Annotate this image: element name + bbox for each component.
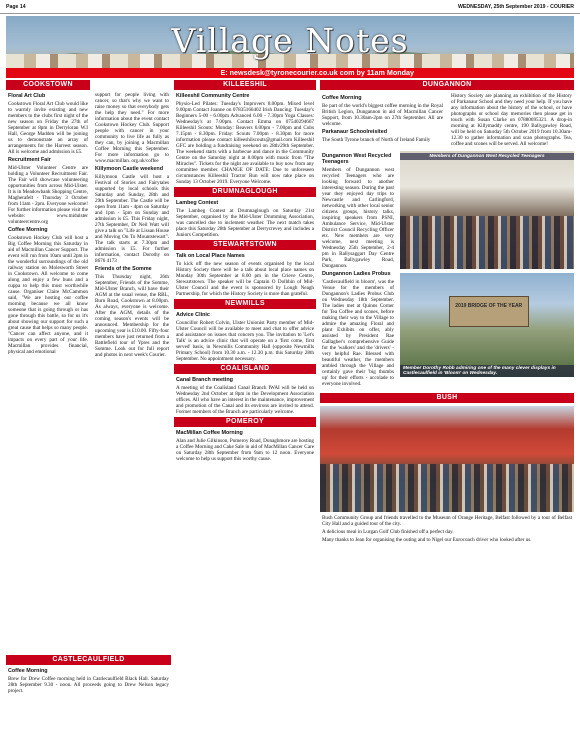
dungannon-top [320,93,574,149]
ladies-probus-title: Dungannon Ladies Probus [322,271,391,277]
recycled-teenagers-caption: Members of Dungannon West Recycled Teenagers [400,153,574,160]
column-middle [174,80,316,464]
killeeshil-text: Physio-Led Pilates: Tuesday's Improvers 8.00pm. Mixed level 9.00pm Contact Joanne on 07835166402 Irish Dancing: Tuesday's Beginners 5-00 - 6.00pm Advanced 6.00 - 7.30pm Yoga Classes: Wednesday's at 7.00pm. Contact Emma on 07540294667 Killeeshil Scouts: Monday: Beavers 6.00pm - 7.00pm and Cubs 7.15pm - 8.30pm. Friday: Scouts 7.00pm - 8.30pm for more information please contact killeeshilscouts@gmail.com Killeeshil GFC are holding a fundraising weekend on 28th/29th September. The weekend starts with a barbecue and dance in the Community Centre on the Saturday night at 8.00pm with music from "The Miracles". Tickets for the night are available to buy now from any committee member. CHANGE OF DATE: Due to unforeseen circumstances Killeeshil Tractor Run will now take place on Sunday 13 October 2019. Everyone Welcome. [176,101,314,185]
brew-for-drew-text: Brew for Drew Coffee morning held in Castlecaulfield Black Hall. Saturday 28th September 9.30 - noon. All proceeds going to Drew Nelson legacy project. [8,676,169,694]
village-notes-banner [6,16,574,78]
ladies-probus-text: 'Castlecaulfield in bloom', was the Venue for the members of Dungannon's Ladies Probus Club on Wednesday 18th September. The ladies met at Quinns Corner for Tea Coffee and scones, before making their way to the Village to admire the amazing Floral and plant Exhibits on offer, ably assisted by President Rae Gallagher's comprehensive Guide for the 'walkers' and the 'drivers' - very helpful Rae. Blessed with beautiful weather, the members ambled through the Village and certainly gave their 'big thumbs up' for their efforts - accolade to everyone involved. [322,279,394,387]
place-names-title: Talk on Local Place Names [176,253,245,259]
castlecaulfield-section [6,655,171,696]
banner-email: E: newsdesk@tyronecourier.co.uk com by 11am Monday [6,68,574,78]
dorothy-robb-photo [400,273,574,377]
brew-for-drew-title: Coffee Morning [8,668,48,674]
place-names-text: To kick off the new season of events organised by the local History Society there will be a talk about local place names on Monday 30th September at 8.00 pm in the Crieve Centre, Stewartstown. The speaker will be Captain O Dolbhin of Mid-Ulster Council and the event is sponsored by Lough Neagh Partnership, for which the History Society is more than grateful. [176,261,314,297]
lambeg-text: The Lambeg Contest at Drumnaglough on Saturday 21st September, organised by the Mid-Ulster Drumming Association, was cancelled due to inclement weather. The next match takes place this Saturday 28th September at Derrycrevey and includes a Juniors Competition. [176,208,314,238]
bush-group-photo [320,406,574,512]
parkanaur-title: Parkanaur Schoolreisited [322,129,388,135]
floral-art-title: Floral Art Club [8,93,46,99]
section-head-dungannon: DUNGANNON [320,80,574,90]
bush-group-figures [320,464,574,512]
canal-branch-text: A meeting of the Coalisland Canal Branch IWAI will be held on Wednesday 2nd October at 8pm in the Development Association offices. All who have an interest in the maintenance, improvement and promotion of the Canal and its environs are invited to attend. Former members of the Branch are particularly welcome. [176,385,314,415]
section-head-castlecaulfield: CASTLECAULFIELD [6,655,171,665]
banner-title: Village Notes [171,21,409,60]
coffee-morning-title: Coffee Morning [8,227,48,233]
killymoon-title: Killymoon Castle weekend [95,166,164,172]
group-figures [400,216,574,269]
legion-coffee-title: Coffee Morning [322,95,362,101]
column-dungannon [320,80,574,545]
issue-date: WEDNESDAY, 25th September 2019 - COURIER [458,4,574,10]
killeeshil-title: Killeeshil Community Centre [176,93,250,99]
coffee-morning-text: Cookstown Hockey Club will host a Big Coffee Morning this Saturday in aid of Macmillan Cancer Support. The event will run from 10am until 2pm in the wonderful surroundings of the old railway station on Molesworth Street in Cookstown. All welcome to come along and enjoy a few buns and a cuppa to help this most worthwhile cause. Organiser Claire McCammon said, "We are hosting our coffee morning because we all know someone that is going through or has gone through this battle, so for us it's about showing our support for such a great cause that helps so many people. "Cancer can affect anyone, and it impacts on every part of your life. Macmillan provides financial, physical and emotional [8,235,88,355]
bridge-sign [449,296,529,327]
recruitment-fair-text: Mid-Ulster Volunteer Centre are holding a Volunteer Recruitment Fair. The Fair will showcase volunteering opportunities from across Mid-Ulster. It is in Meadowbank Shopping Centre, Magherafelt - Thursday 3 October from 11am - 2pm. Everyone welcome! For further information please visit the website: www.midulster volunteercentre.org [8,165,88,225]
macmillan-pomeroy-text: Alan and Julie Gilkinson, Pomeroy Road, Donaghmore are hosting a Coffee Morning and Cake Sale in aid of MacMillan Cancer Care on Saturday 28th September from 9am to 12 noon. Everyone welcome to help us support this worthy cause. [176,438,314,462]
column-cookstown [6,80,90,357]
section-head-cookstown: COOKSTOWN [6,80,90,90]
advice-clinic-text: Councillor Robert Colvin, Ulster Unionist Party member of Mid-Ulster Council will be available to meet and chat to offer advice and assistance on issues that concern you. The invitation to 'Let's Talk' is an advice clinic that will operate on a 'first come, first served' basis, in Newmills Community Hall (opposite Newmills Primary School) from 10.30 a.m. - 12.30 p.m. this Saturday 28th September. No appointment necessary. [176,320,314,362]
recycled-teens-title: Dungannon West Recycled Teenagers [322,153,392,165]
bush-text-2: A delicious meal in Lurgan Golf Club finished off a perfect day. [322,529,454,535]
canal-branch-title: Canal Branch meeting [176,377,233,383]
parkanaur-text: The South Tyrone branch of North of Ireland Family [322,137,431,143]
dorothy-robb-caption: Member Dorothy Robb admiring one of the many clever displays in Castlecaulfield in 'Bloom' on Wednesday. [400,365,574,377]
recycled-teens-text: Members of Dungannon west recycled Teenagers who are looking forward to another interesting season. During the past year they enjoyed day trips to Newcastle and Carlingford, networking with other local senior citizens groups, history talks, inspiring speakers from PSNI, Ambulance Service, Mid-Ulster District Council Recycling Officer etc. New members are very welcome, next meeting is Wednesday 25th September, 2-4 pm in Ballysaggart Day Centre Park, Ballygawley Road, Dungannon. [322,167,394,269]
legion-coffee-text: Be part of the world's biggest coffee morning in the Royal British Legion, Dungannon in aid of Macmillan Cancer Support, from 10.30am-2pm on 27th September. All are welcome. [322,103,443,127]
somme-title: Friends of the Somme [95,266,152,272]
somme-text: This Thursday night, 26th September, Friends of the Somme, Mid-Ulster Branch, will have their AGM at the usual venue, the RBL, Burn Road, Cookstown at 8.00pm. As always, everyone is welcome. After the AGM, details of the coming season's events will be announced. Membership for the upcoming year is £10.00. Fifty-four members have just returned from a Battlefield tour of Ypres and the Somme. Look out for full report and photos in next week's Courier. [95,274,169,358]
floral-art-text: Cookstown Floral Art Club would like to warmly invite existing and new members to the clubs first night of the new season on Friday the 27th of September at 8pm in Derryloran W.I Hall, George Madden will be joining us to demonstrate an array of arrangements for the Harvest season. All is welcome and admission is £5. [8,101,88,155]
advice-clinic-title: Advice Clinic [176,312,210,318]
section-head-killeeshil: KILLEESHIL [174,80,316,90]
section-head-drumnaglough: DRUMNAGLOUGH [174,187,316,197]
recruitment-fair-title: Recruitment Fair [8,157,51,163]
page-number: Page 14 [6,4,26,10]
section-head-stewartstown: STEWARTSTOWN [174,240,316,250]
page-header [0,0,580,14]
section-head-bush: BUSH [320,393,574,403]
section-head-newmills: NEWMILLS [174,299,316,309]
bridge-sign-text: 2019 BRIDGE OF THE YEAR [455,302,523,309]
section-head-pomeroy: POMEROY [174,417,316,427]
column-cookstown-cont [93,92,171,360]
dungannon-body [320,151,574,389]
recycled-teenagers-photo [400,151,574,269]
history-society-text: History Society are planning an exhibition of the History of Parkanaur School and they need your help. If you have any information about the history of the school, or have photographs or school day memories then please get in touch with Susan Clarke on 07880695321. A drop-in morning at Killymaddy centre, 190 Ballygawley Road, will be held on Saturday 5th October 2019 from 10.30am-12.30 to gather information and scan photographs. Tea, coffee and scones will be served. All welcome! [451,93,572,147]
bush-text-1: Bush Community Group and friends travelled to the Museum of Orange Heritage, Belfast followed by a tour of Belfast City Hall and a guided tour of the city. [322,515,572,527]
bush-text-3: Many thanks to Jean for organising the outing and to Nigel our Eurocoach driver who looked after us. [322,537,532,543]
section-head-coalisland: COALISLAND [174,364,316,374]
macmillan-pomeroy-title: MacMillan Coffee Morning [176,430,243,436]
macmillan-text: support for people living with cancer, so that's why we want to raise money so that everybody gets the help they need." For more information about the event contact Cookstown Hockey Club. Support people with cancer in your community to live life as fully as they can, by joining a Macmillan Coffee Morning this September. For more information go to www.macmillan. org.uk/coffee [95,92,169,164]
lambeg-title: Lambeg Contest [176,200,219,206]
killymoon-text: Killymoon Castle will host a Festival of Stories and Fairytales supported by local schools this Saturday and Sunday, 28th and 29th September. The Castle will be open from 11am - 4pm on Saturday and 1pm - 5pm on Sunday and admission is £5. This Friday night, 27th September, Dr Neil Watt will give a talk on "Life at Lissan House and Moving On To Mountstewart". The talk starts at 7.30pm and admission is £5. For further information, contact Dorothy on 8676 4173 [95,174,169,264]
